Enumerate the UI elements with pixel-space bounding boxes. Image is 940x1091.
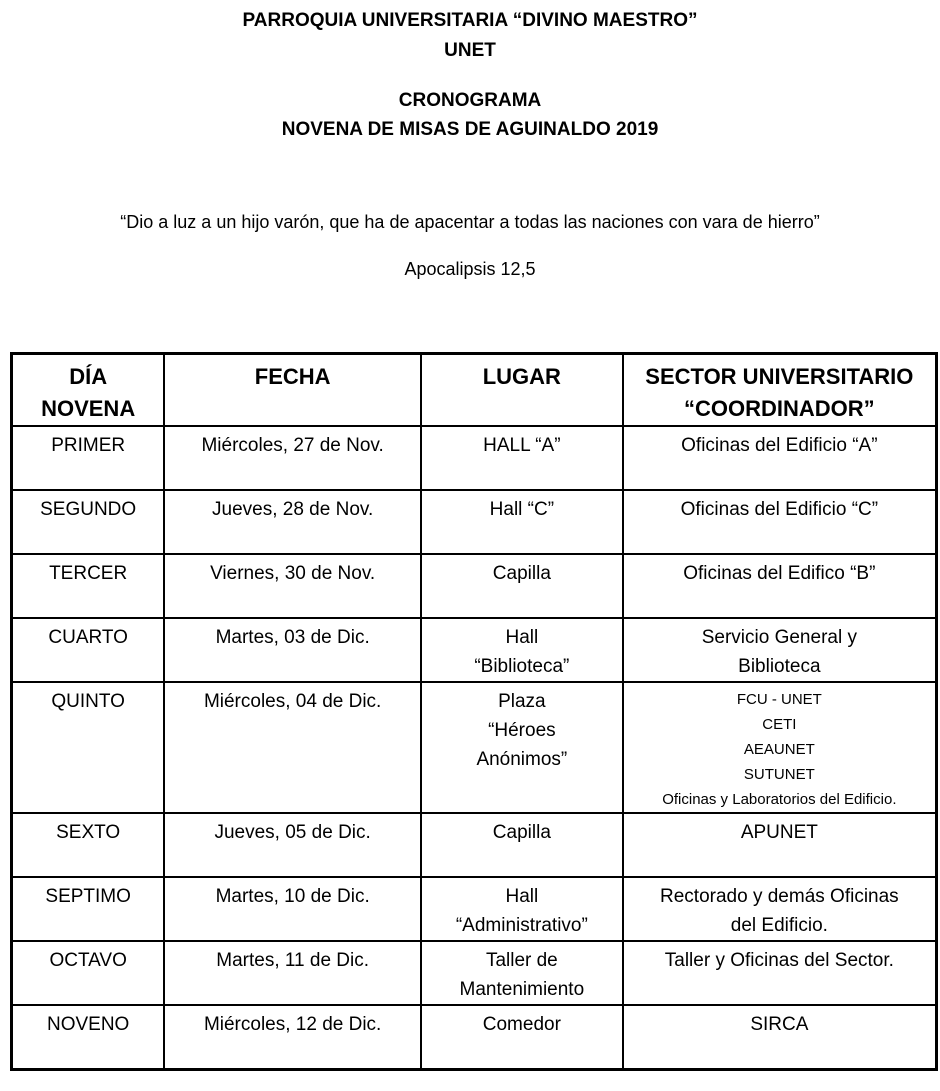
cell-lugar-line: Capilla [492, 563, 551, 584]
cell-sector-line: Biblioteca [738, 656, 821, 677]
cell-sector [623, 554, 937, 618]
cell-fecha: Miércoles, 27 de Nov. [164, 426, 421, 490]
table-row [12, 941, 937, 1005]
cell-sector [623, 426, 937, 490]
cell-lugar-line: Hall [505, 627, 539, 648]
cell-dia: OCTAVO [12, 941, 165, 1005]
cell-sector-line: CETI [762, 716, 797, 733]
cell-lugar-line: Taller de [485, 950, 558, 971]
schedule-table [10, 352, 938, 1071]
cell-fecha: Viernes, 30 de Nov. [164, 554, 421, 618]
cell-dia: CUARTO [12, 618, 165, 682]
cell-lugar-line: HALL “A” [483, 435, 561, 456]
cell-lugar-line: Capilla [492, 822, 551, 843]
cell-lugar-line: Plaza [498, 691, 546, 712]
header-dia [12, 354, 165, 427]
cell-lugar [421, 554, 623, 618]
cell-dia: SEGUNDO [12, 490, 165, 554]
header-sector [623, 354, 937, 427]
cell-lugar [421, 682, 623, 813]
cell-sector-line: FCU - UNET [736, 691, 822, 708]
cell-sector-line: SUTUNET [743, 766, 815, 783]
cell-sector [623, 813, 937, 877]
parish-title: PARROQUIA UNIVERSITARIA “DIVINO MAESTRO” [242, 10, 698, 31]
cell-sector [623, 490, 937, 554]
table-row [12, 877, 937, 941]
table-row [12, 1005, 937, 1070]
cell-sector [623, 682, 937, 813]
table-row [12, 682, 937, 813]
cell-sector-line: del Edificio. [730, 915, 828, 936]
cell-sector-line: Oficinas del Edificio “C” [680, 499, 879, 520]
cell-sector [623, 1005, 937, 1070]
cell-lugar [421, 1005, 623, 1070]
header-sector-line2: “COORDINADOR” [684, 396, 875, 421]
cell-lugar [421, 813, 623, 877]
header-dia-line2: NOVENA [41, 396, 136, 421]
cell-lugar-line: Comedor [482, 1014, 561, 1035]
cell-sector-line: APUNET [740, 822, 818, 843]
header-dia-line1: DÍA [69, 364, 108, 389]
cell-dia: SEPTIMO [12, 877, 165, 941]
table-row [12, 554, 937, 618]
cell-dia: QUINTO [12, 682, 165, 813]
cell-dia: NOVENO [12, 1005, 165, 1070]
university-name: UNET [444, 40, 496, 61]
table-row [12, 426, 937, 490]
cell-sector-line: Rectorado y demás Oficinas [660, 886, 899, 907]
table-header-row [12, 354, 937, 427]
cell-lugar-line: “Héroes [488, 720, 556, 741]
cell-fecha: Martes, 03 de Dic. [164, 618, 421, 682]
cell-sector-line: Taller y Oficinas del Sector. [664, 950, 894, 971]
cell-fecha: Martes, 11 de Dic. [164, 941, 421, 1005]
cell-lugar-line: “Administrativo” [455, 915, 588, 936]
cell-sector-line: Oficinas y Laboratorios del Edificio. [662, 791, 897, 808]
cell-lugar [421, 426, 623, 490]
table-row [12, 618, 937, 682]
cell-fecha: Jueves, 28 de Nov. [164, 490, 421, 554]
cell-sector-line: Oficinas del Edificio “A” [681, 435, 878, 456]
cell-sector-line: AEAUNET [743, 741, 815, 758]
header-sector-line1: SECTOR UNIVERSITARIO [645, 364, 914, 389]
cell-lugar [421, 618, 623, 682]
cell-dia: PRIMER [12, 426, 165, 490]
cell-fecha: Miércoles, 04 de Dic. [164, 682, 421, 813]
cell-lugar-line: Hall “C” [489, 499, 555, 520]
cell-lugar [421, 941, 623, 1005]
cell-lugar-line: Hall [505, 886, 539, 907]
cell-sector-line: Oficinas del Edifico “B” [683, 563, 876, 584]
table-row [12, 813, 937, 877]
header-lugar: LUGAR [421, 354, 623, 427]
bible-reference: Apocalipsis 12,5 [404, 259, 536, 279]
bible-quote: “Dio a luz a un hijo varón, que ha de apacentar a todas las naciones con vara de hierro” [120, 212, 820, 232]
cell-sector [623, 618, 937, 682]
cell-lugar [421, 877, 623, 941]
cell-lugar-line: “Biblioteca” [474, 656, 570, 677]
header-fecha: FECHA [164, 354, 421, 427]
cell-lugar-line: Mantenimiento [459, 979, 585, 1000]
cell-sector [623, 941, 937, 1005]
cell-sector-line: Servicio General y [701, 627, 857, 648]
cell-dia: TERCER [12, 554, 165, 618]
cell-dia: SEXTO [12, 813, 165, 877]
cell-fecha: Martes, 10 de Dic. [164, 877, 421, 941]
cell-sector [623, 877, 937, 941]
cell-fecha: Miércoles, 12 de Dic. [164, 1005, 421, 1070]
cell-lugar-line: Anónimos” [476, 749, 568, 770]
document-title: CRONOGRAMA [398, 90, 542, 111]
table-row [12, 490, 937, 554]
cell-lugar [421, 490, 623, 554]
cell-sector-line: SIRCA [750, 1014, 809, 1035]
document-subtitle: NOVENA DE MISAS DE AGUINALDO 2019 [281, 119, 659, 140]
cell-fecha: Jueves, 05 de Dic. [164, 813, 421, 877]
